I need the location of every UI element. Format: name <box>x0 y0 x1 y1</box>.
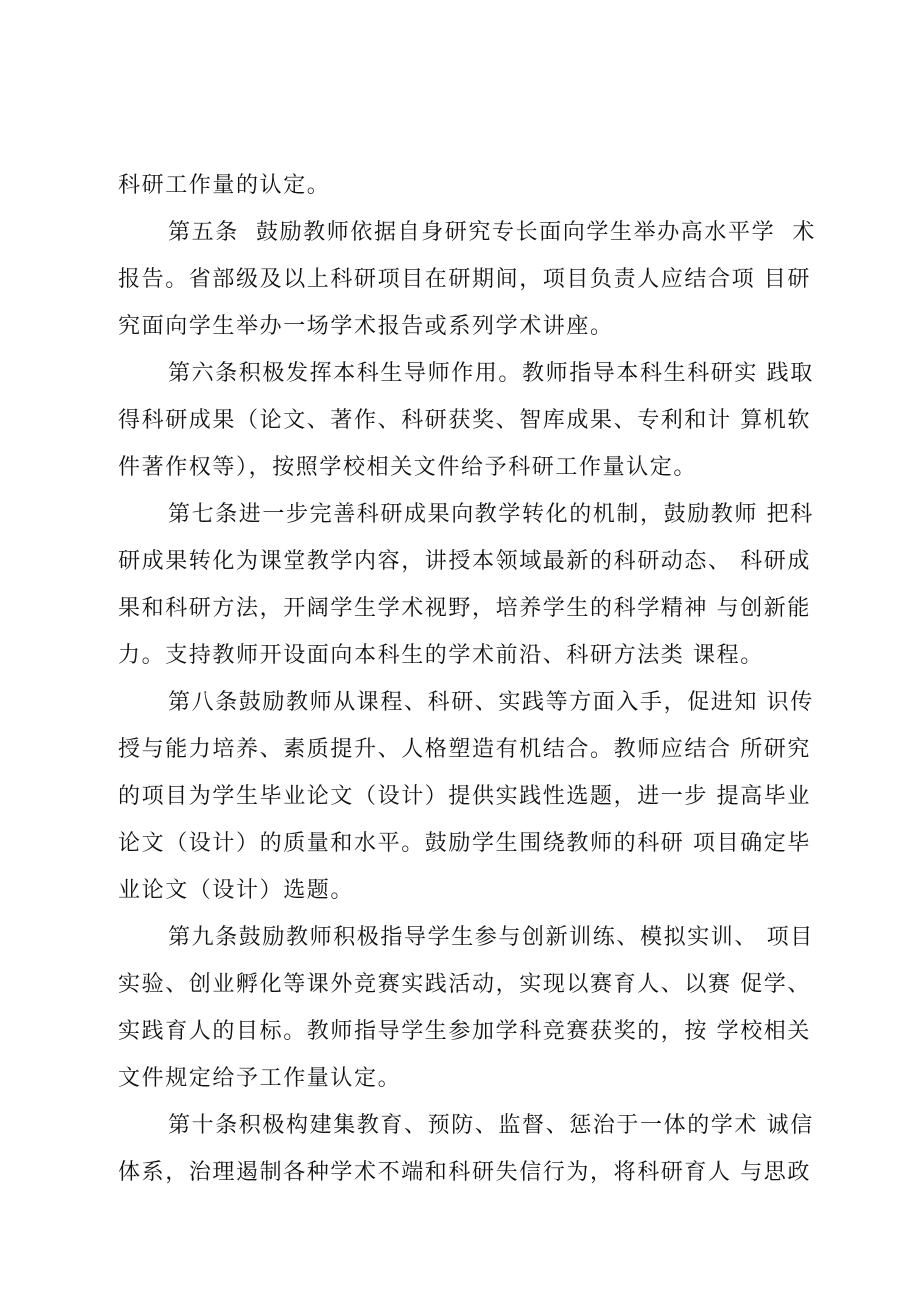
article-8-line-1: 第八条鼓励教师从课程、科研、实践等方面入手，促进知 识传 <box>168 690 814 715</box>
text-line-1: 科研工作量的认定。 <box>118 173 331 198</box>
article-5-line-1: 第五条 鼓励教师依据自身研究专长面向学生举办高水平学 术 <box>168 220 816 245</box>
article-9-line-1: 第九条鼓励教师积极指导学生参与创新训练、模拟实训、 项目 <box>168 925 814 950</box>
article-8-line-4: 论文（设计）的质量和水平。鼓励学生围绕教师的科研 项目确定毕 <box>118 831 811 856</box>
article-5-line-2: 报告。省部级及以上科研项目在研期间，项目负责人应结合项 目研 <box>118 267 811 292</box>
article-6-line-3: 件著作权等），按照学校相关文件给予科研工作量认定。 <box>118 455 698 480</box>
document-body <box>118 162 816 1196</box>
article-6-line-1: 第六条积极发挥本科生导师作用。教师指导本科生科研实 践取 <box>168 361 814 386</box>
article-7-line-1: 第七条进一步完善科研成果向教学转化的机制，鼓励教师 把科 <box>168 502 814 527</box>
article-9-line-2: 实验、创业孵化等课外竞赛实践活动，实现以赛育人、以赛 促学、 <box>118 972 811 997</box>
article-9-line-4: 文件规定给予工作量认定。 <box>118 1066 402 1091</box>
article-9-line-3: 实践育人的目标。教师指导学生参加学科竞赛获奖的，按 学校相关 <box>118 1019 811 1044</box>
article-7-line-3: 果和科研方法，开阔学生学术视野，培养学生的科学精神 与创新能 <box>118 596 811 621</box>
article-6-line-2: 得科研成果（论文、著作、科研获奖、智库成果、专利和计 算机软 <box>118 408 811 433</box>
article-5-line-3: 究面向学生举办一场学术报告或系列学术讲座。 <box>118 314 614 339</box>
article-10-line-2: 体系，治理遏制各种学术不端和科研失信行为，将科研育人 与思政 <box>118 1160 811 1185</box>
article-8-line-3: 的项目为学生毕业论文（设计）提供实践性选题，进一步 提高毕业 <box>118 784 811 809</box>
article-8-line-5: 业论文（设计）选题。 <box>118 878 355 903</box>
article-7-line-4: 力。支持教师开设面向本科生的学术前沿、科研方法类 课程。 <box>118 643 764 668</box>
article-8-line-2: 授与能力培养、素质提升、人格塑造有机结合。教师应结合 所研究 <box>118 737 811 762</box>
article-10-line-1: 第十条积极构建集教育、预防、监督、惩治于一体的学术 诚信 <box>168 1113 814 1138</box>
article-7-line-2: 研成果转化为课堂教学内容，讲授本领域最新的科研动态、 科研成 <box>118 549 811 574</box>
